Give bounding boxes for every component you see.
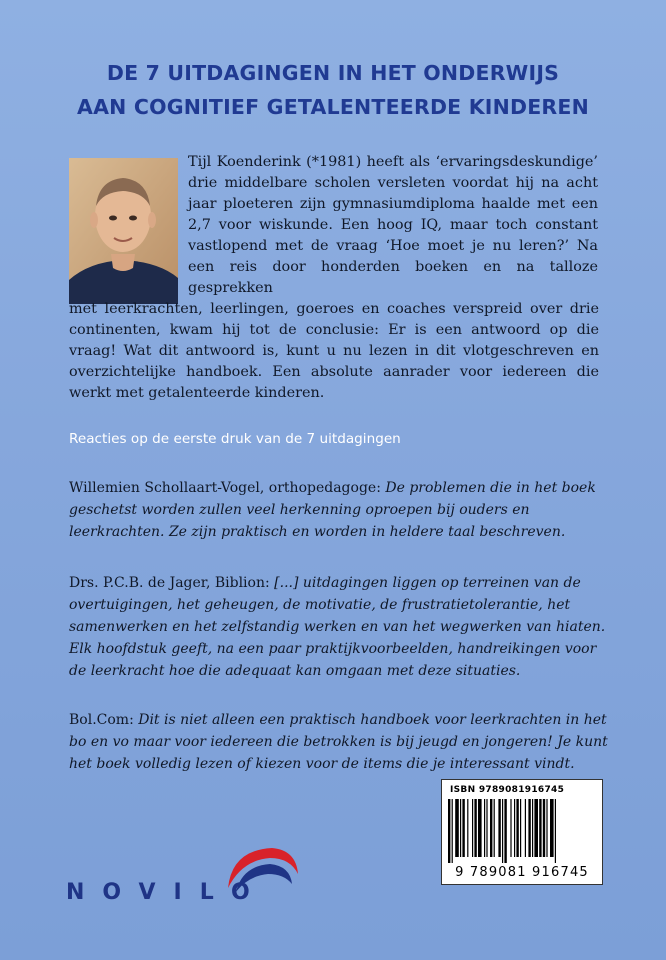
barcode-bar: [498, 799, 500, 857]
barcode-bar: [460, 799, 461, 857]
barcode-bar: [550, 799, 554, 857]
barcode-bar: [474, 799, 476, 857]
barcode-bar: [520, 799, 521, 857]
barcode-bar: [448, 799, 450, 863]
barcode-bar: [543, 799, 545, 857]
barcode-bar: [472, 799, 473, 857]
barcode-bar: [546, 799, 547, 857]
barcode-bar: [452, 799, 453, 863]
barcode-bar: [502, 799, 503, 863]
barcode-bar: [484, 799, 485, 857]
review-1: Willemien Schollaart-Vogel, orthopedagoge: De problemen die in het boek geschetst worden zullen veel herkenning oproepen bij ouders en leerkrachten. Ze zijn praktisch en worden in heldere taal beschreven.: [69, 480, 596, 540]
author-bio-part2: met leerkrachten, leerlingen, goeroes en coaches verspreid over drie continenten, kwam hij tot de conclusie: Er is een antwoord op die vraag! Wat dit antwoord is, kunt u nu lezen in dit vlotgeschreven en overzichtelijke handboek. Een absolute aanrader voor iedereen die werkt met getalenteerde kinderen.: [69, 301, 599, 401]
review-text: De problemen die in het boek geschetst worden zullen veel herkenning oproepen bij ouders en leerkrachten. Ze zijn praktisch en worden in heldere taal beschreven.: [69, 480, 596, 540]
review-author: Willemien Schollaart-Vogel, orthopedagoge: [69, 480, 377, 496]
barcode-bar: [455, 799, 459, 857]
barcode-bar: [462, 799, 464, 857]
barcode-bar: [555, 799, 556, 863]
title-line-2: AAN COGNITIEF GETALENTEERDE KINDEREN: [77, 95, 589, 119]
review-3: Bol.Com: Dit is niet alleen een praktisch handboek voor leerkrachten in het bo en vo maar voor iedereen die betrokken is bij jeugd en jongeren! Je kunt het boek volledig lezen of kiezen voor de items die je interessant vindt.: [69, 712, 608, 772]
barcode-bar: [525, 799, 526, 857]
review-author: Drs. P.C.B. de Jager, Biblion: [69, 575, 265, 591]
isbn-digits: 9 789081 916745: [455, 865, 589, 880]
barcode-bar: [467, 799, 468, 857]
review-2: Drs. P.C.B. de Jager, Biblion: [...] uitdagingen liggen op terreinen van de overtuigingen, het geheugen, de motivatie, de frustratietolerantie, het samenwerken en het zelfstandig werken en van het wegwerken van hiaten. Elk hoofdstuk geeft, na een paar praktijkvoorbeelden, handreikingen voor de leerkracht hoe die adequaat kan omgaan met deze situaties.: [69, 575, 606, 679]
barcode-bar: [478, 799, 482, 857]
author-photo: [69, 158, 178, 304]
review-text: [...] uitdagingen liggen op terreinen van de overtuigingen, het geheugen, de motivatie, de frustratietolerantie, het samenwerken en het zelfstandig werken en van het wegwerken van hiaten. Elk hoofdstuk geeft, na een paar praktijkvoorbeelden, handreikingen voor de leerkracht hoe die adequaat kan omgaan met deze situaties.: [69, 575, 606, 679]
barcode-bar: [486, 799, 487, 857]
review-text: Dit is niet alleen een praktisch handboek voor leerkrachten in het bo en vo maar voor iedereen die betrokken is bij jeugd en jongeren! Je kunt het boek volledig lezen of kiezen voor de items die je interessant vindt.: [69, 712, 608, 772]
barcode-bar: [516, 799, 518, 857]
barcode-bar: [490, 799, 492, 857]
barcode-bar: [528, 799, 530, 857]
barcode-bar: [532, 799, 533, 857]
review-author: Bol.Com: [69, 712, 130, 728]
barcode: [441, 779, 603, 885]
barcode-bar: [504, 799, 506, 863]
reviews-heading: Reacties op de eerste druk van de 7 uitdagingen: [69, 431, 401, 447]
barcode-bar: [514, 799, 515, 857]
barcode-bar: [494, 799, 495, 857]
publisher-logo: NOVILO: [66, 880, 268, 905]
barcode-bar: [534, 799, 538, 857]
title-line-1: DE 7 UITDAGINGEN IN HET ONDERWIJS: [106, 61, 560, 85]
author-bio-part1: Tijl Koenderink (*1981) heeft als ‘ervaringsdeskundige’ drie middelbare scholen versleten voordat hij na acht jaar ploeteren zijn gymnasiumdiploma haalde met een 2,7 voor wiskunde. Een hoog IQ, maar toch constant vastlopend met de vraag ‘Hoe moet je nu leren?’ Na een reis door honderden boeken en na talloze gesprekken: [188, 154, 598, 296]
isbn-label: ISBN 9789081916745: [450, 785, 565, 795]
barcode-bars: [448, 799, 596, 863]
barcode-bar: [539, 799, 541, 857]
barcode-bar: [510, 799, 511, 857]
